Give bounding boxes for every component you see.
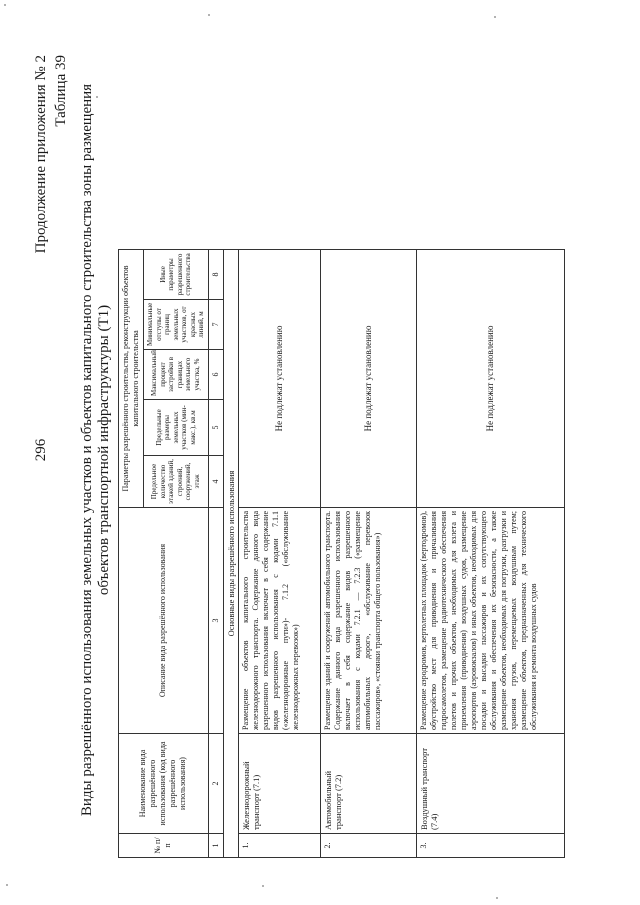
row-params: Не подлежат установлению [320, 249, 416, 507]
table-label: Таблица 39 [53, 55, 69, 127]
header-floors: Предельное количество этажей зданий, строений, сооружений, этаж [144, 456, 209, 508]
rotated-page [25, 20, 625, 880]
header-name: Наименование вида разрешённого использования (код вида разрешённого использования) [119, 734, 209, 834]
col-number: 3 [208, 508, 223, 734]
col-number: 8 [208, 249, 223, 299]
row-num: 1. [238, 834, 320, 858]
title-line-2: объектов транспортной инфраструктуры (Т1) [96, 304, 112, 596]
header-blank [119, 49, 209, 249]
section-row [223, 49, 238, 857]
col-number: 6 [208, 350, 223, 400]
header-desc: Описание вида разрешённого использования [119, 508, 209, 734]
header-area: Предельные размеры земельных участков (мин-макс.), кв.м [144, 400, 209, 456]
row-name: Железнодорожный транспорт (7.1) [238, 734, 320, 834]
table-row [320, 49, 416, 857]
header-setback: Минимальные отступы от границ земельных участков, от красных линий, м [144, 300, 209, 350]
column-number-row [208, 49, 223, 857]
row-desc: Размещение аэродромов, вертолетных площадок (вертодромов), обустройство мест для приводнения и причаливания гидросамолетов, размещение радиотехнического обеспечения полетов и прочих объектов, необходимых для взлета и приземления (приводнения) воздушных судов, размещение аэропортов (аэровокзалов) и иных объектов, необходимых для посадки и высадки пассажиров и их сопутствующего обслуживания и обеспечения их безопасности, а также размещение объектов, необходимых для погрузки, разгрузки и хранения грузов, перемещаемых воздушным путем; размещение объектов, предназначенных для технического обслуживания и ремонта воздушных судов [416, 508, 564, 734]
header-num: № п/п [119, 834, 209, 858]
header-other: Иные параметры разрешенного строительства [144, 249, 209, 299]
land-use-table [118, 49, 565, 858]
col-number: 1 [208, 834, 223, 858]
title-line-1: Виды разрешённого использования земельных участков и объектов капитального строительства зоны размещения [79, 83, 95, 817]
row-num: 3. [416, 834, 564, 858]
row-num: 2. [320, 834, 416, 858]
col-number: 4 [208, 456, 223, 508]
col-number: 7 [208, 300, 223, 350]
appendix-caption: Продолжение приложения № 2 [33, 55, 49, 254]
col-number: 2 [208, 734, 223, 834]
row-params: Не подлежат установлению [416, 249, 564, 507]
table-row [238, 49, 320, 857]
header-row-1 [119, 49, 144, 857]
page-number: 296 [33, 438, 49, 462]
header-params-group: Параметры разрешённого строительства, реконструкции объектов капитального строительства [119, 249, 144, 507]
row-name: Автомобильный транспорт (7.2) [320, 734, 416, 834]
table-row [416, 49, 564, 857]
row-name: Воздушный транспорт (7.4) [416, 734, 564, 834]
row-desc: Размещение зданий и сооружений автомобильного транспорта. Содержание данного вида разрешенного использования включает в себя содержание видов разрешенного использования с кодами 7.2.1 — 7.2.3 («размещение автомобильных дорог», «обслуживание перевозок пассажиров», «стоянки транспорта общего пользования») [320, 508, 416, 734]
section-title: Основные виды разрешённого использования [223, 249, 238, 857]
table-title [79, 40, 113, 860]
header-coverage: Максимальный процент застройки в границах земельного участка, % [144, 350, 209, 400]
row-params: Не подлежат установлению [238, 249, 320, 507]
col-number: 5 [208, 400, 223, 456]
row-desc: Размещение объектов капитального строительства железнодорожного транспорта. Содержание данного вида разрешенного использования включает в себя содержание видов разрешенного использования с кодами 7.1.1 («железнодорожные пути»)- 7.1.2 («обслуживание железнодорожных перевозок») [238, 508, 320, 734]
